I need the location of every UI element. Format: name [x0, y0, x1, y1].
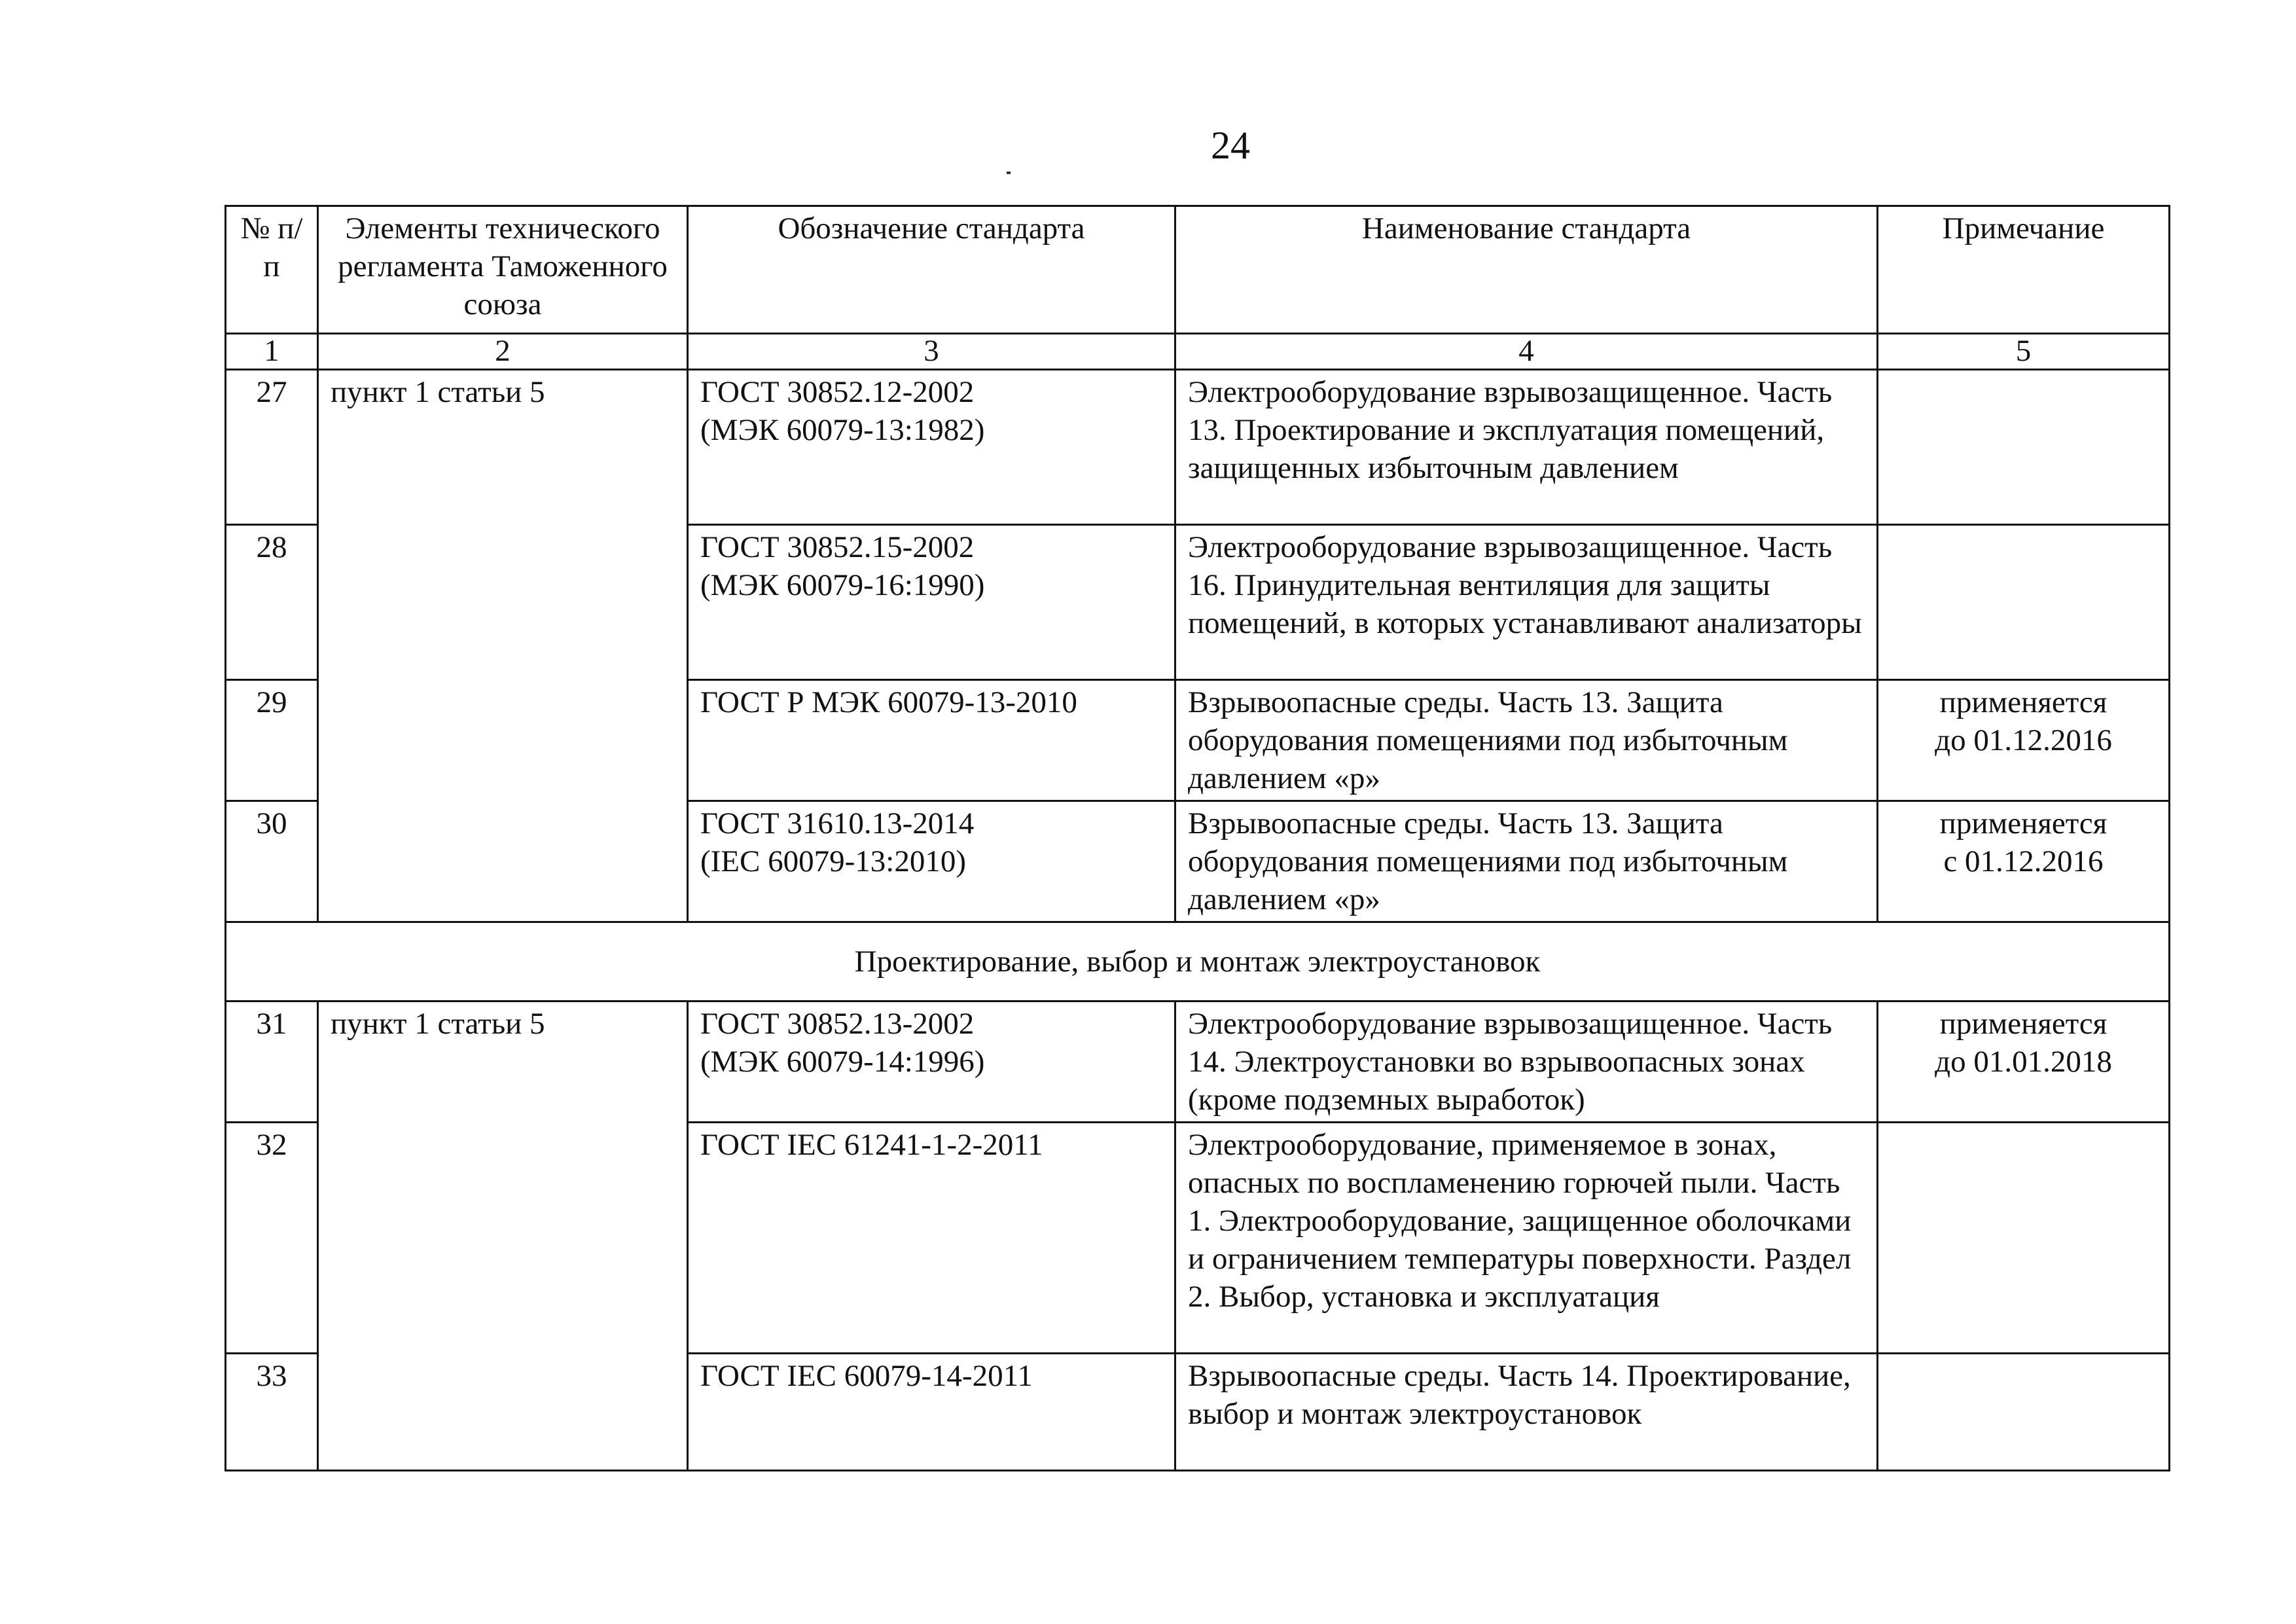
column-number-row: [226, 334, 2170, 370]
column-number: 2: [318, 334, 688, 370]
standard-designation: ГОСТ 31610.13-2014 (IEC 60079-13:2010): [688, 801, 1175, 922]
regulation-element: пункт 1 статьи 5: [318, 1001, 688, 1471]
standard-designation: ГОСТ Р МЭК 60079-13-2010: [688, 680, 1175, 801]
column-number: 4: [1175, 334, 1878, 370]
row-number: 27: [226, 370, 318, 525]
regulation-element: пункт 1 статьи 5: [318, 370, 688, 922]
table-row: [226, 1001, 2170, 1123]
section-title: Проектирование, выбор и монтаж электроустановок: [226, 922, 2170, 1001]
section-row: [226, 922, 2170, 1001]
column-number: 1: [226, 334, 318, 370]
standard-name: Взрывоопасные среды. Часть 13. Защита оборудования помещениями под избыточным давлением «р»: [1175, 801, 1878, 922]
standard-designation: ГОСТ 30852.15-2002 (МЭК 60079-16:1990): [688, 525, 1175, 680]
standard-name: Взрывоопасные среды. Часть 14. Проектирование, выбор и монтаж электроустановок: [1175, 1354, 1878, 1471]
standard-designation: ГОСТ IEC 61241-1-2-2011: [688, 1123, 1175, 1354]
note: [1878, 1123, 2170, 1354]
note: [1878, 525, 2170, 680]
header-note: Примечание: [1878, 206, 2170, 334]
header-element: Элементы технического регламента Таможенного союза: [318, 206, 688, 334]
column-number: 5: [1878, 334, 2170, 370]
row-number: 31: [226, 1001, 318, 1123]
table-row: [226, 370, 2170, 525]
header-name: Наименование стандарта: [1175, 206, 1878, 334]
row-number: 33: [226, 1354, 318, 1471]
note: [1878, 1354, 2170, 1471]
standard-name: Электрооборудование взрывозащищенное. Часть 14. Электроустановки во взрывоопасных зонах (кроме подземных выработок): [1175, 1001, 1878, 1123]
row-number: 32: [226, 1123, 318, 1354]
note: применяется до 01.01.2018: [1878, 1001, 2170, 1123]
column-number: 3: [688, 334, 1175, 370]
standards-table: [224, 205, 2170, 1471]
note: применяется с 01.12.2016: [1878, 801, 2170, 922]
standard-name: Электрооборудование взрывозащищенное. Часть 13. Проектирование и эксплуатация помещений, защищенных избыточным давлением: [1175, 370, 1878, 525]
page-number: 24: [1211, 124, 1250, 167]
standard-designation: ГОСТ IEC 60079-14-2011: [688, 1354, 1175, 1471]
standard-name: Электрооборудование взрывозащищенное. Часть 16. Принудительная вентиляция для защиты помещений, в которых устанавливают анализаторы: [1175, 525, 1878, 680]
standard-name: Электрооборудование, применяемое в зонах, опасных по воспламенению горючей пыли. Часть 1. Электрооборудование, защищенное оболочками и ограничением температуры поверхности. Раздел 2. Выбор, установка и эксплуатация: [1175, 1123, 1878, 1354]
row-number: 30: [226, 801, 318, 922]
row-number: 29: [226, 680, 318, 801]
table-header-row: [226, 206, 2170, 334]
header-number: № п/п: [226, 206, 318, 334]
standard-designation: ГОСТ 30852.13-2002 (МЭК 60079-14:1996): [688, 1001, 1175, 1123]
row-number: 28: [226, 525, 318, 680]
scan-speck: [1007, 171, 1011, 174]
standard-designation: ГОСТ 30852.12-2002 (МЭК 60079-13:1982): [688, 370, 1175, 525]
header-designation: Обозначение стандарта: [688, 206, 1175, 334]
note: применяется до 01.12.2016: [1878, 680, 2170, 801]
standard-name: Взрывоопасные среды. Часть 13. Защита оборудования помещениями под избыточным давлением «р»: [1175, 680, 1878, 801]
note: [1878, 370, 2170, 525]
